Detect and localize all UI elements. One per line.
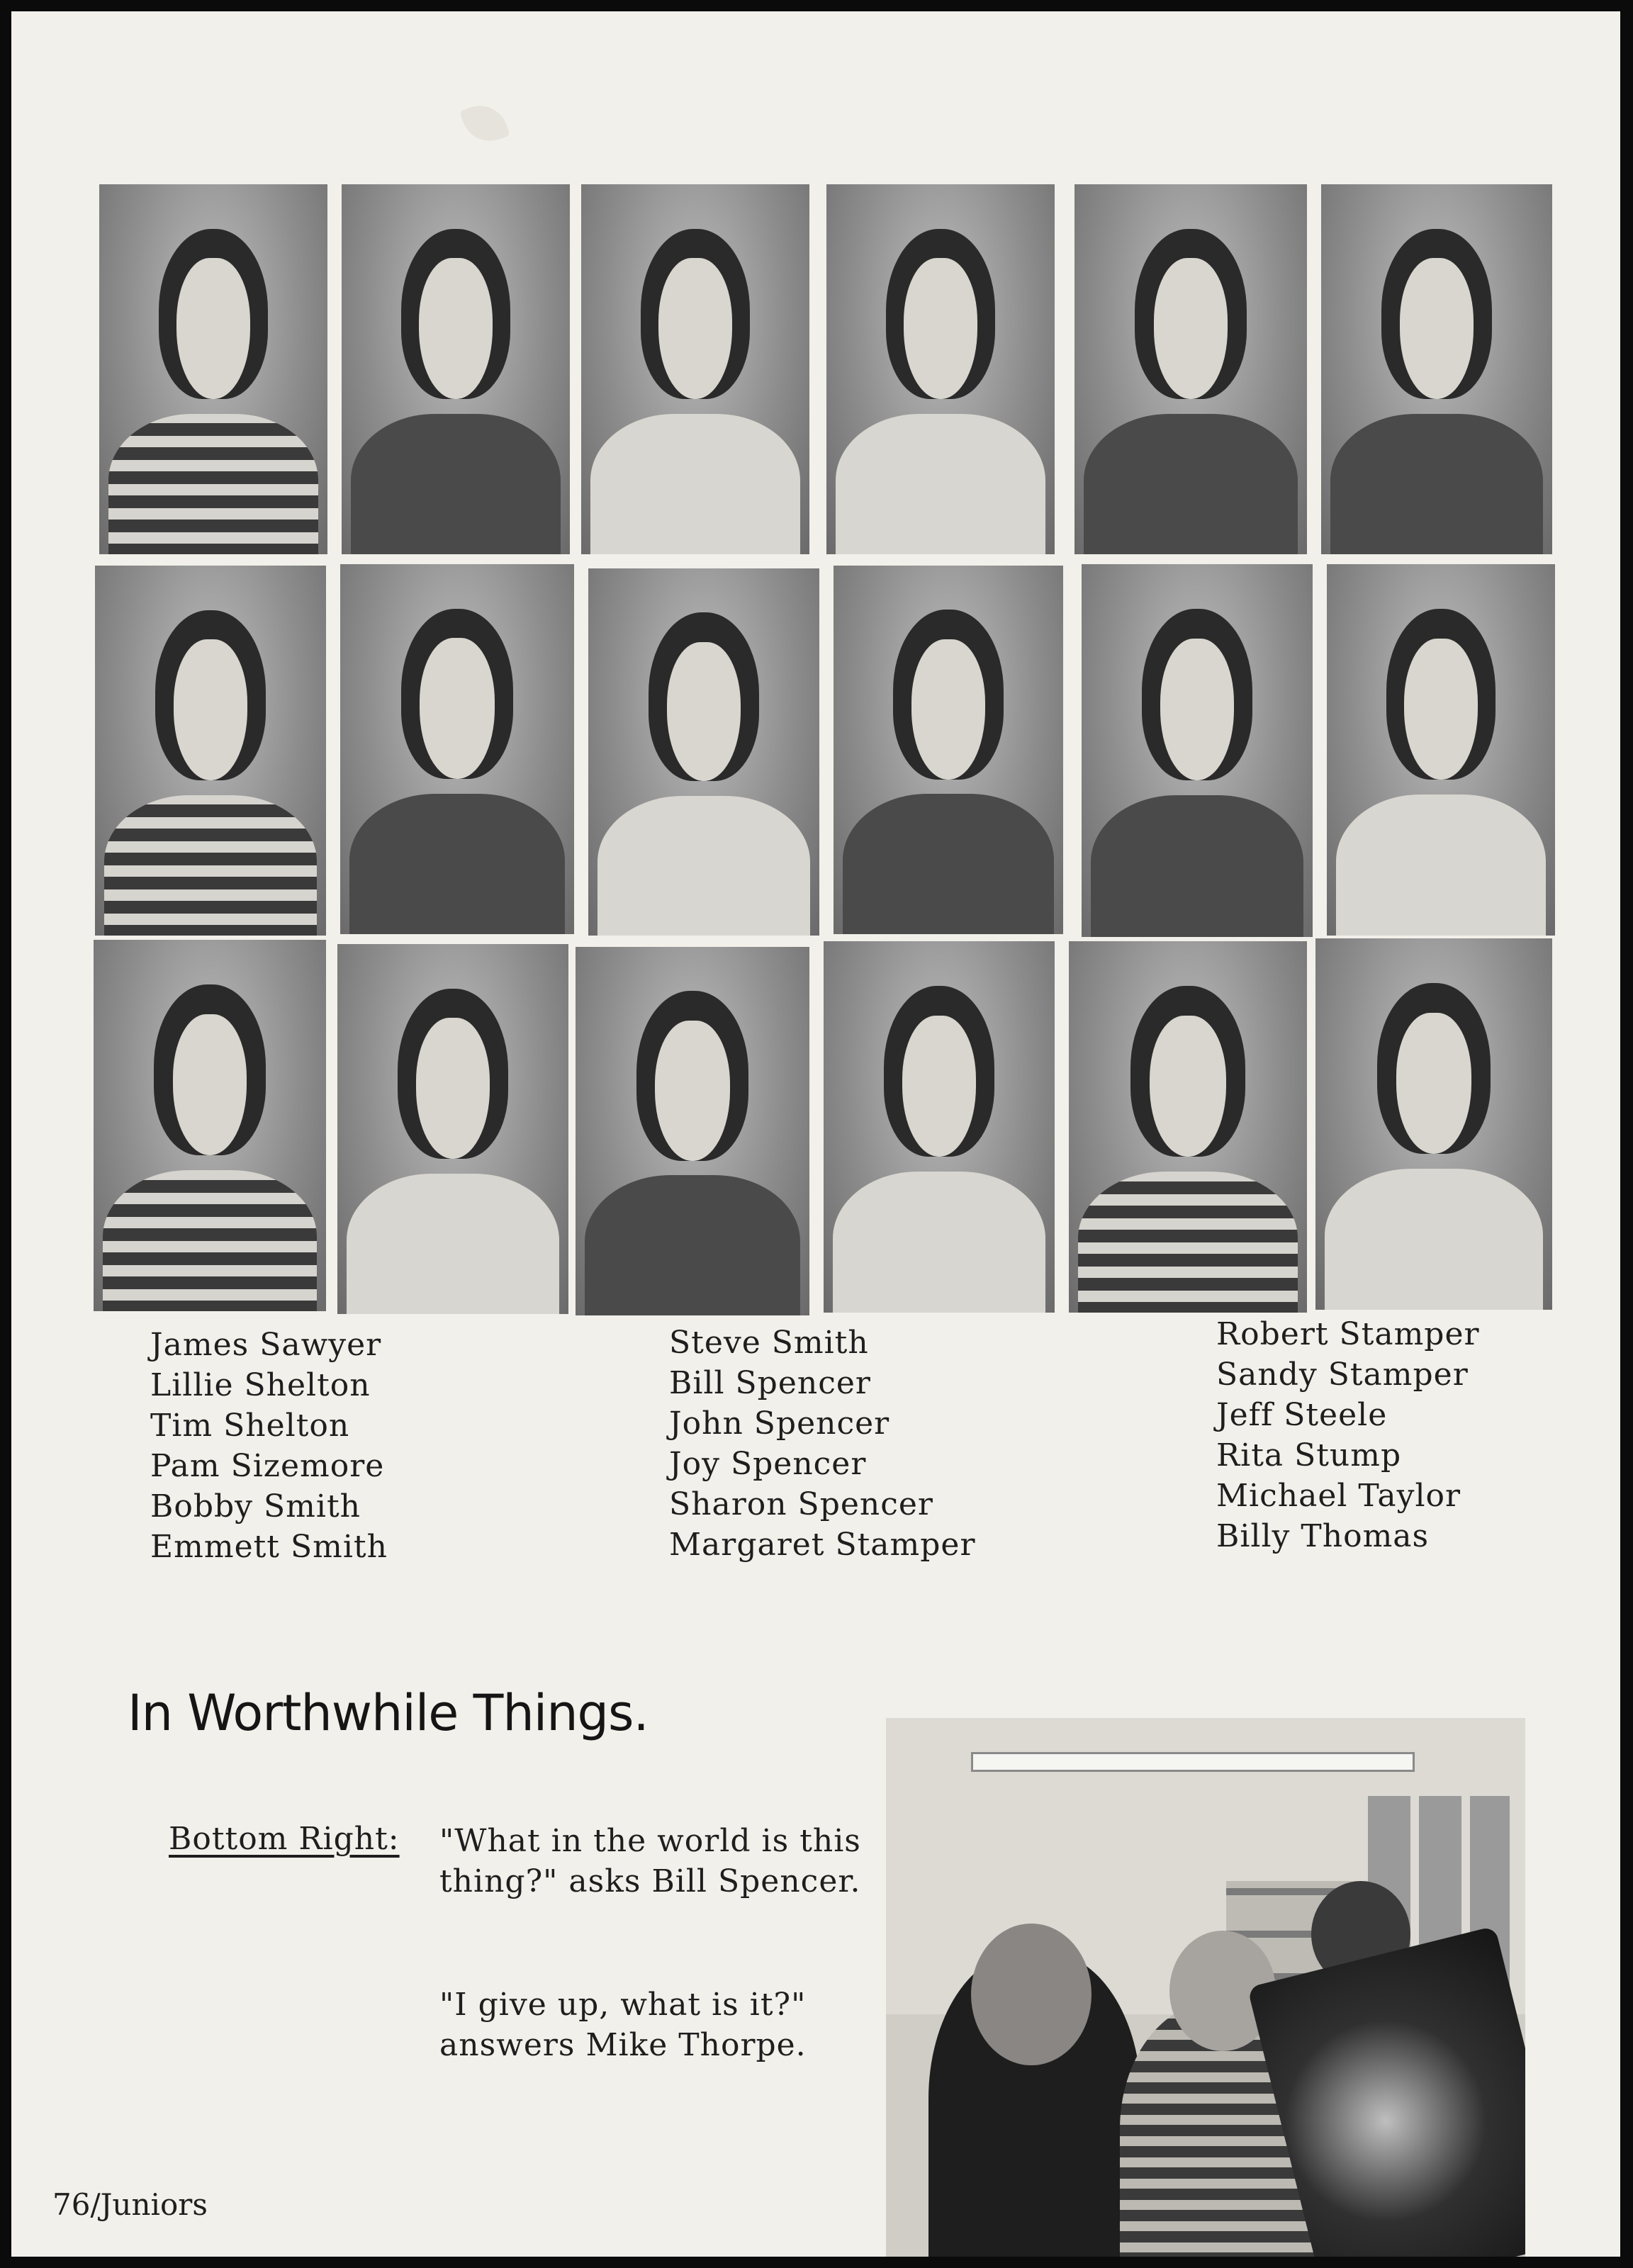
portrait-photo [95,566,326,936]
portrait-photo [824,941,1055,1313]
portrait-photo [337,944,568,1314]
student-name: Billy Thomas [1216,1518,1430,1554]
caption-answer: "I give up, what is it?" answers Mike Thorpe. [439,1987,807,2063]
student-name: Rita Stump [1216,1437,1402,1473]
portrait-photo [1327,564,1555,936]
student-name: Michael Taylor [1216,1478,1461,1514]
portrait-photo [826,184,1055,554]
student-name: Sandy Stamper [1216,1357,1469,1393]
portrait-photo [576,947,809,1315]
student-name: John Spencer [669,1405,890,1442]
student-name: Steve Smith [669,1325,869,1361]
portrait-photo [340,564,574,934]
student-name: Lillie Shelton [150,1367,371,1403]
student-name: Margaret Stamper [669,1527,976,1563]
portrait-photo [99,184,327,554]
caption-label: Bottom Right: [169,1821,400,1857]
student-name: James Sawyer [150,1327,382,1363]
student-name: Sharon Spencer [669,1486,933,1522]
portrait-photo [1315,938,1552,1310]
caption-question: "What in the world is this thing?" asks Bill Spencer. [439,1823,861,1899]
names-column-1 [150,1325,388,1567]
student-name: Robert Stamper [1216,1316,1480,1352]
candid-photo [886,1718,1525,2257]
student-name: Bobby Smith [150,1488,361,1525]
portrait-photo [1074,184,1307,554]
student-name: Joy Spencer [669,1446,867,1482]
student-name: Bill Spencer [669,1365,871,1401]
portrait-photo [94,940,326,1311]
portrait-photo [581,184,809,554]
student-name: Jeff Steele [1216,1397,1388,1433]
student-name: Emmett Smith [150,1529,388,1565]
page-folio: 76/Juniors [52,2187,208,2222]
student-name: Tim Shelton [150,1408,350,1444]
portrait-photo [1321,184,1552,554]
student-name: Pam Sizemore [150,1448,385,1484]
leaf-watermark [459,98,510,149]
portrait-photo [1082,564,1313,937]
portrait-photo [1069,941,1307,1313]
yearbook-page [11,11,1620,2257]
section-headline: In Worthwhile Things. [128,1684,649,1742]
portrait-photo [834,566,1063,934]
portrait-photo [342,184,570,554]
portrait-photo [588,568,819,936]
names-column-3 [1216,1314,1480,1556]
names-column-2 [669,1323,975,1565]
